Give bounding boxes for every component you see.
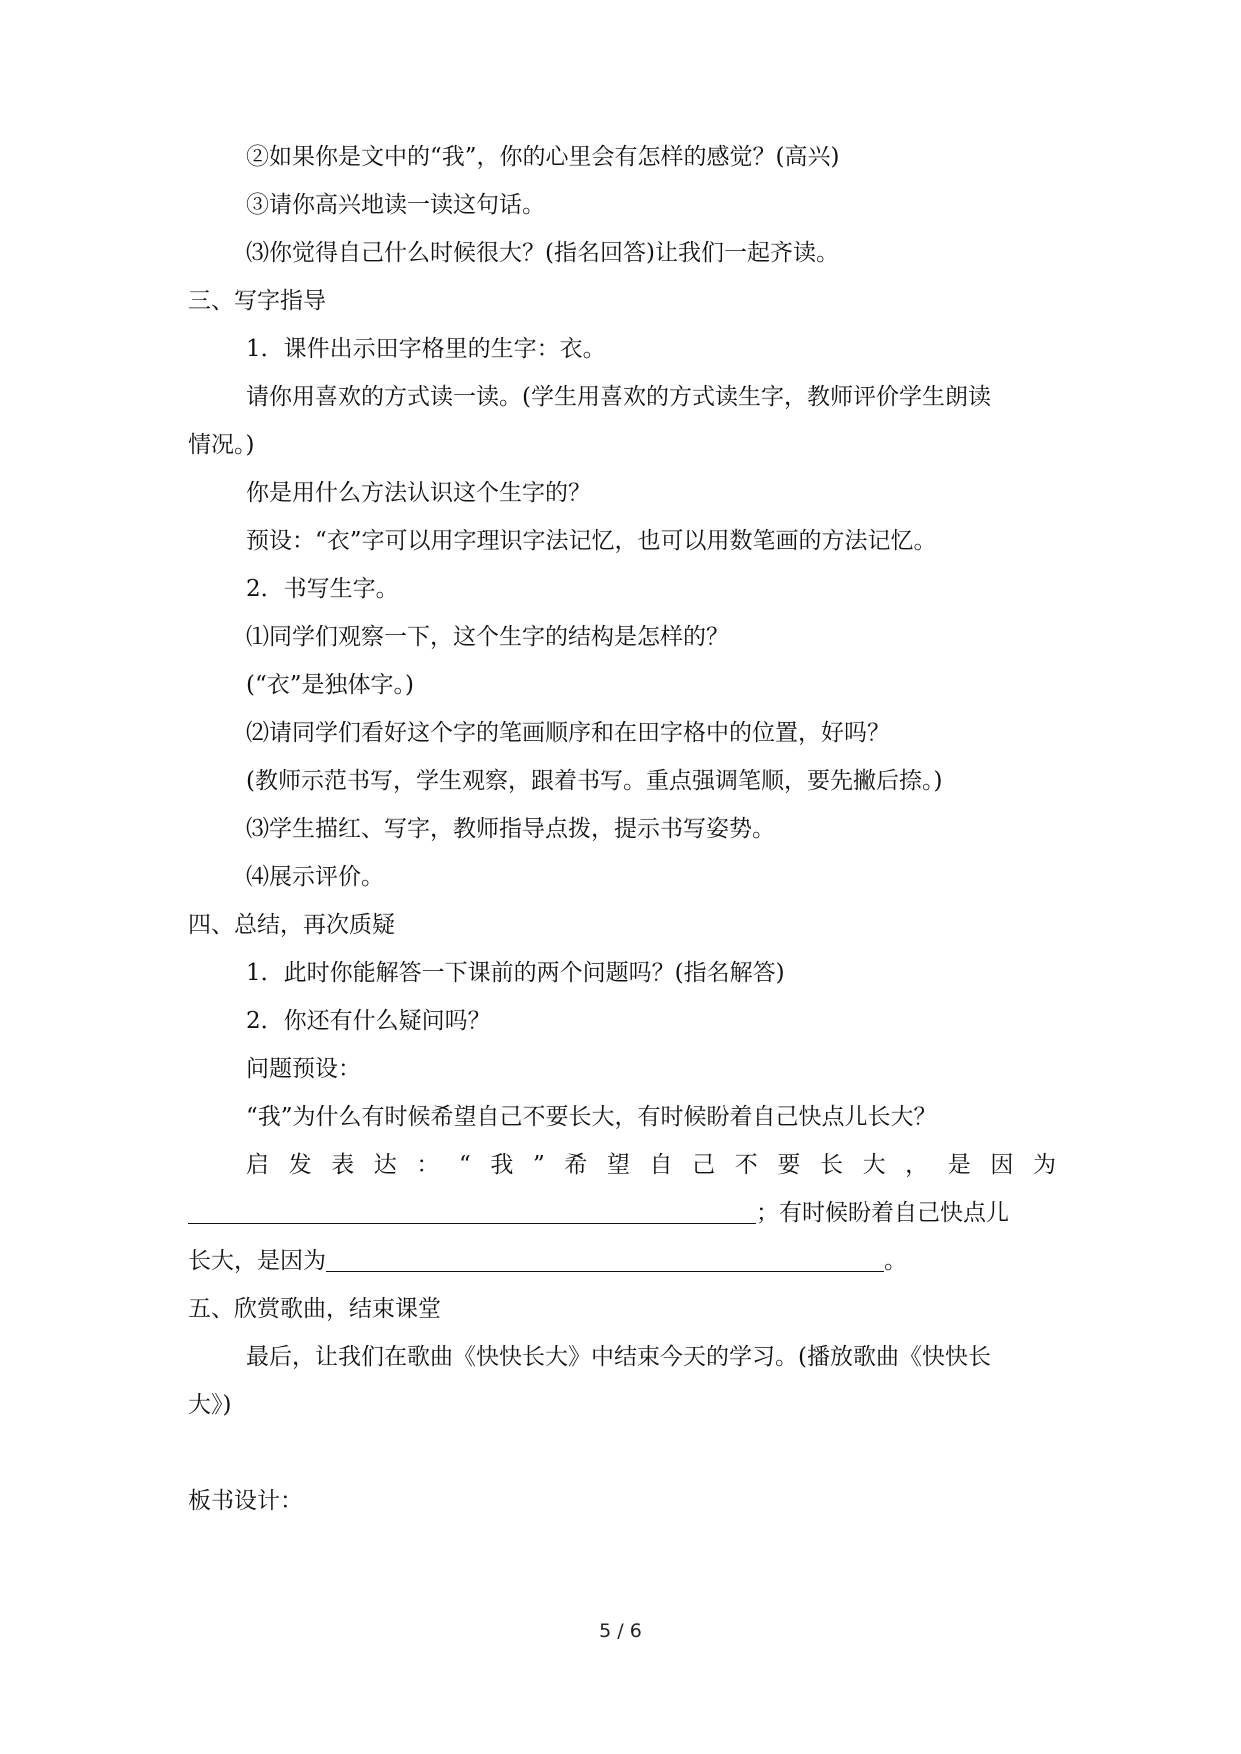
paragraph-line: 2．书写生字。 [246, 576, 399, 602]
fill-in-line [188, 1241, 1058, 1281]
paragraph-line: 最后，让我们在歌曲《快快长大》中结束今天的学习。(播放歌曲《快快长 [246, 1344, 991, 1370]
board-design-label: 板书设计： [188, 1488, 303, 1514]
answer-blank [188, 1199, 756, 1224]
answer-blank [326, 1247, 884, 1272]
paragraph-line: 你是用什么方法认识这个生字的？ [246, 480, 591, 506]
paragraph-line: 情况。) [188, 432, 255, 458]
paragraph-line: ⑶你觉得自己什么时候很大？(指名回答)让我们一起齐读。 [246, 240, 839, 266]
fill-in-line [188, 1193, 1058, 1233]
paragraph-line: 1．课件出示田字格里的生字：衣。 [246, 336, 606, 362]
paragraph-line: “我”为什么有时候希望自己不要长大，有时候盼着自己快点儿长大？ [246, 1104, 937, 1130]
paragraph-text: 。 [884, 1248, 907, 1274]
paragraph-line: ⑷展示评价。 [246, 864, 384, 890]
paragraph-line: (教师示范书写，学生观察，跟着书写。重点强调笔顺，要先撇后捺。) [246, 768, 943, 794]
paragraph-line: ⑴同学们观察一下，这个生字的结构是怎样的？ [246, 624, 729, 650]
paragraph-line: ⑶学生描红、写字，教师指导点拨，提示书写姿势。 [246, 816, 775, 842]
paragraph-text: 长大，是因为 [188, 1248, 326, 1274]
page-number: 5 / 6 [599, 1620, 642, 1642]
paragraph-line: 启发表达：“我”希望自己不要长大，是因为 [246, 1152, 1058, 1178]
paragraph-line: 请你用喜欢的方式读一读。(学生用喜欢的方式读生字，教师评价学生朗读 [246, 384, 991, 410]
paragraph-line: (“衣”是独体字。) [246, 672, 414, 698]
paragraph-line: 预设：“衣”字可以用字理识字法记忆，也可以用数笔画的方法记忆。 [246, 528, 937, 554]
section-heading: 五、欣赏歌曲，结束课堂 [188, 1296, 441, 1322]
section-heading: 四、总结，再次质疑 [188, 912, 395, 938]
paragraph-line: ⑵请同学们看好这个字的笔画顺序和在田字格中的位置，好吗？ [246, 720, 890, 746]
paragraph-text: ；有时候盼着自己快点儿 [756, 1200, 1009, 1226]
paragraph-line: 大》) [188, 1392, 232, 1418]
paragraph-line: 2．你还有什么疑问吗？ [246, 1008, 491, 1034]
section-heading: 三、写字指导 [188, 288, 326, 314]
paragraph-line: ②如果你是文中的“我”，你的心里会有怎样的感觉？(高兴) [246, 144, 840, 170]
paragraph-line: 1．此时你能解答一下课前的两个问题吗？(指名解答) [246, 960, 785, 986]
paragraph-line: 问题预设： [246, 1056, 361, 1082]
paragraph-line: ③请你高兴地读一读这句话。 [246, 192, 545, 218]
